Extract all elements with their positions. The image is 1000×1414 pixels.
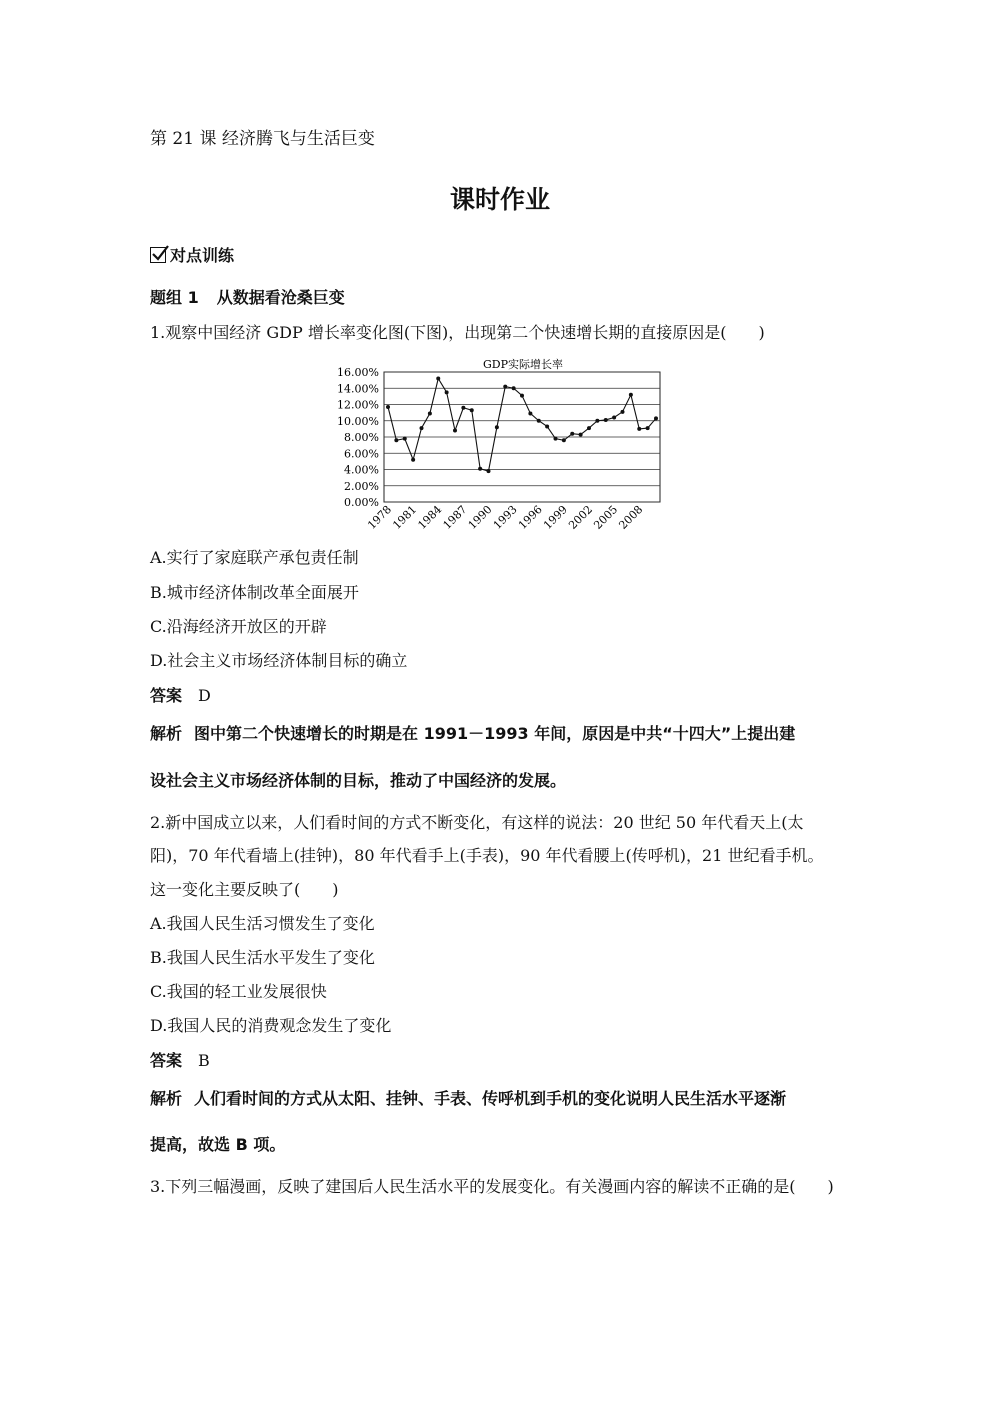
q2-option-a: A.我国人民生活习惯发生了变化 [150,914,375,933]
checkbox-checked-icon [150,247,166,263]
chart-data-point [579,433,583,437]
chart-data-point [629,393,633,397]
q1-answer-value: D [198,686,211,705]
chart-data-point [420,426,424,430]
chart-data-point [654,416,658,420]
section-header [150,243,234,266]
lesson-title: 第 21 课 经济腾飞与生活巨变 [150,129,375,149]
chart-data-point [445,390,449,394]
chart-y-tick-label: 8.00% [344,431,379,444]
chart-data-point [403,437,407,441]
chart-x-tick-label: 1993 [490,502,520,532]
chart-data-point [461,406,465,410]
chart-grid [384,372,660,502]
q1-option-d: D.社会主义市场经济体制目标的确立 [150,651,408,670]
chart-x-tick-label: 1987 [440,502,470,532]
section-label: 对点训练 [170,246,235,265]
question-3-stem: 3.下列三幅漫画，反映了建国后人民生活水平的发展变化。有关漫画内容的解读不正确的是( ) [150,1177,834,1196]
chart-data-point [478,467,482,471]
q1-option-c: C.沿海经济开放区的开辟 [150,617,327,636]
chart-data-point [520,394,524,398]
q2-answer-value: B [198,1051,210,1070]
chart-x-tick-label: 2002 [566,502,596,532]
chart-y-tick-label: 14.00% [337,382,379,396]
chart-data-point [428,411,432,415]
q1-explain-line-1: 图中第二个快速增长的时期是在 1991－1993 年间，原因是中共“十四大”上提出建 [194,724,796,743]
group-number: 题组 1 [150,288,199,307]
chart-data-point [470,408,474,412]
chart-x-ticks [365,503,645,532]
chart-data-point [637,427,641,431]
chart-y-tick-label: 16.00% [337,366,379,379]
chart-data-point [495,425,499,429]
q2-answer-label: 答案 [150,1051,183,1070]
chart-data-point [453,429,457,433]
chart-x-tick-label: 2005 [591,502,621,532]
q1-explanation [150,721,795,744]
chart-data-point [570,432,574,436]
question-2-stem-line-3: 这一变化主要反映了( ) [150,880,339,899]
q2-option-c: C.我国的轻工业发展很快 [150,982,327,1001]
chart-data-point [411,458,415,462]
chart-data-point [503,385,507,389]
chart-data-point [528,411,532,415]
question-2-stem-line-2: 阳)，70 年代看墙上(挂钟)，80 年代看手上(手表)，90 年代看腰上(传呼机)，21 世纪看手机。 [150,846,824,865]
group-title: 从数据看沧桑巨变 [216,288,345,307]
chart-title: GDP实际增长率 [482,358,564,371]
chart-data-point [545,424,549,428]
q1-explain-label: 解析 [150,724,183,743]
question-2-stem-line-1: 2.新中国成立以来，人们看时间的方式不断变化，有这样的说法：20 世纪 50 年代看天上(太 [150,813,804,832]
chart-data-point [436,377,440,381]
chart-data-point [537,419,541,423]
chart-y-tick-label: 12.00% [337,398,379,412]
q2-explanation [150,1086,786,1109]
chart-series [386,377,658,474]
chart-data-point [386,405,390,409]
q1-option-b: B.城市经济体制改革全面展开 [150,583,359,602]
chart-y-tick-label: 0.00% [344,496,379,509]
question-1-stem: 1.观察中国经济 GDP 增长率变化图(下图)，出现第二个快速增长期的直接原因是( ) [150,323,765,342]
chart-data-point [487,469,491,473]
chart-y-tick-label: 2.00% [344,479,379,493]
q1-answer [150,683,211,706]
q1-answer-label: 答案 [150,686,183,705]
q2-explain-label: 解析 [150,1089,183,1108]
chart-data-point [604,418,608,422]
chart-data-point [587,426,591,430]
chart-y-ticks [337,366,379,509]
q1-option-a: A.实行了家庭联产承包责任制 [150,548,359,567]
chart-data-point [512,386,516,390]
chart-data-point [394,438,398,442]
chart-x-tick-label: 1981 [390,502,420,532]
chart-x-tick-label: 1999 [541,502,570,532]
chart-x-tick-label: 1978 [365,502,395,532]
chart-x-tick-label: 1996 [515,502,545,532]
chart-data-point [562,438,566,442]
group-heading [150,285,345,308]
gdp-growth-chart [318,352,668,532]
chart-data-point [646,426,650,430]
chart-x-tick-label: 1990 [465,502,495,532]
q2-explain-line-2: 提高，故选 B 项。 [150,1135,286,1154]
q2-option-b: B.我国人民生活水平发生了变化 [150,948,375,967]
chart-x-tick-label: 1984 [415,502,445,532]
chart-y-tick-label: 10.00% [337,414,379,428]
q1-explain-line-2: 设社会主义市场经济体制的目标，推动了中国经济的发展。 [150,771,567,790]
chart-x-tick-label: 2008 [616,502,646,532]
chart-data-point [595,419,599,423]
page-title: 课时作业 [449,185,550,214]
chart-y-tick-label: 6.00% [344,447,379,461]
q2-explain-line-1: 人们看时间的方式从太阳、挂钟、手表、传呼机到手机的变化说明人民生活水平逐渐 [194,1089,787,1108]
q2-option-d: D.我国人民的消费观念发生了变化 [150,1016,392,1035]
chart-data-point [621,410,625,414]
q2-answer [150,1048,210,1071]
chart-data-point [612,416,616,420]
chart-y-tick-label: 4.00% [344,463,379,477]
chart-data-point [554,437,558,441]
chart-series-line [388,379,656,472]
